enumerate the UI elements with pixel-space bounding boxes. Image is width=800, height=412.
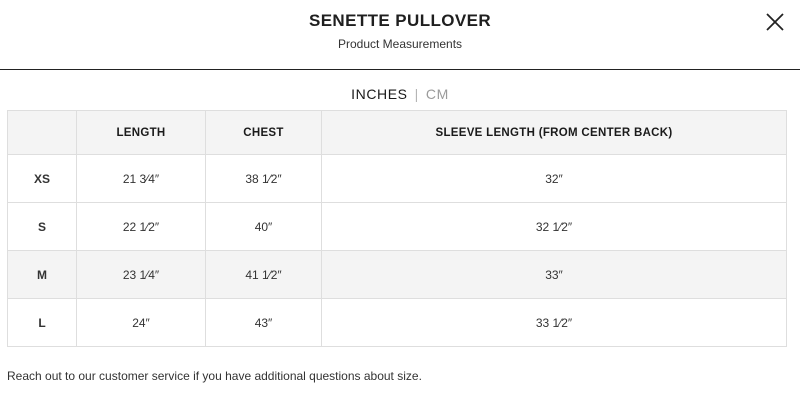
table-row <box>8 155 787 203</box>
unit-option-cm[interactable]: CM <box>425 86 449 102</box>
close-icon <box>764 11 786 33</box>
column-header-chest: CHEST <box>206 111 322 155</box>
chest-cell: 40″ <box>206 203 322 251</box>
table-row <box>8 299 787 347</box>
length-cell: 23 1⁄4″ <box>77 251 206 299</box>
column-header-length: LENGTH <box>77 111 206 155</box>
size-cell: M <box>8 251 77 299</box>
close-button[interactable] <box>764 11 786 33</box>
product-title: SENETTE PULLOVER <box>308 11 492 30</box>
modal-header <box>0 0 800 70</box>
size-cell: XS <box>8 155 77 203</box>
column-header-sleeve: SLEEVE LENGTH (FROM CENTER BACK) <box>322 111 787 155</box>
sleeve-cell: 33″ <box>322 251 787 299</box>
sleeve-cell: 33 1⁄2″ <box>322 299 787 347</box>
chest-cell: 41 1⁄2″ <box>206 251 322 299</box>
length-cell: 22 1⁄2″ <box>77 203 206 251</box>
chest-cell: 38 1⁄2″ <box>206 155 322 203</box>
chest-cell: 43″ <box>206 299 322 347</box>
sleeve-cell: 32″ <box>322 155 787 203</box>
unit-option-inches[interactable]: INCHES <box>351 86 408 102</box>
column-header-size <box>8 111 77 155</box>
size-cell: L <box>8 299 77 347</box>
table-header-row <box>8 111 787 155</box>
customer-service-note: Reach out to our customer service if you have additional questions about size. <box>7 369 422 383</box>
size-cell: S <box>8 203 77 251</box>
length-cell: 21 3⁄4″ <box>77 155 206 203</box>
sleeve-cell: 32 1⁄2″ <box>322 203 787 251</box>
size-table <box>7 110 787 347</box>
unit-separator: | <box>414 86 419 102</box>
product-subtitle: Product Measurements <box>337 37 463 51</box>
table-row <box>8 251 787 299</box>
length-cell: 24″ <box>77 299 206 347</box>
table-row <box>8 203 787 251</box>
unit-toggle <box>0 86 800 102</box>
